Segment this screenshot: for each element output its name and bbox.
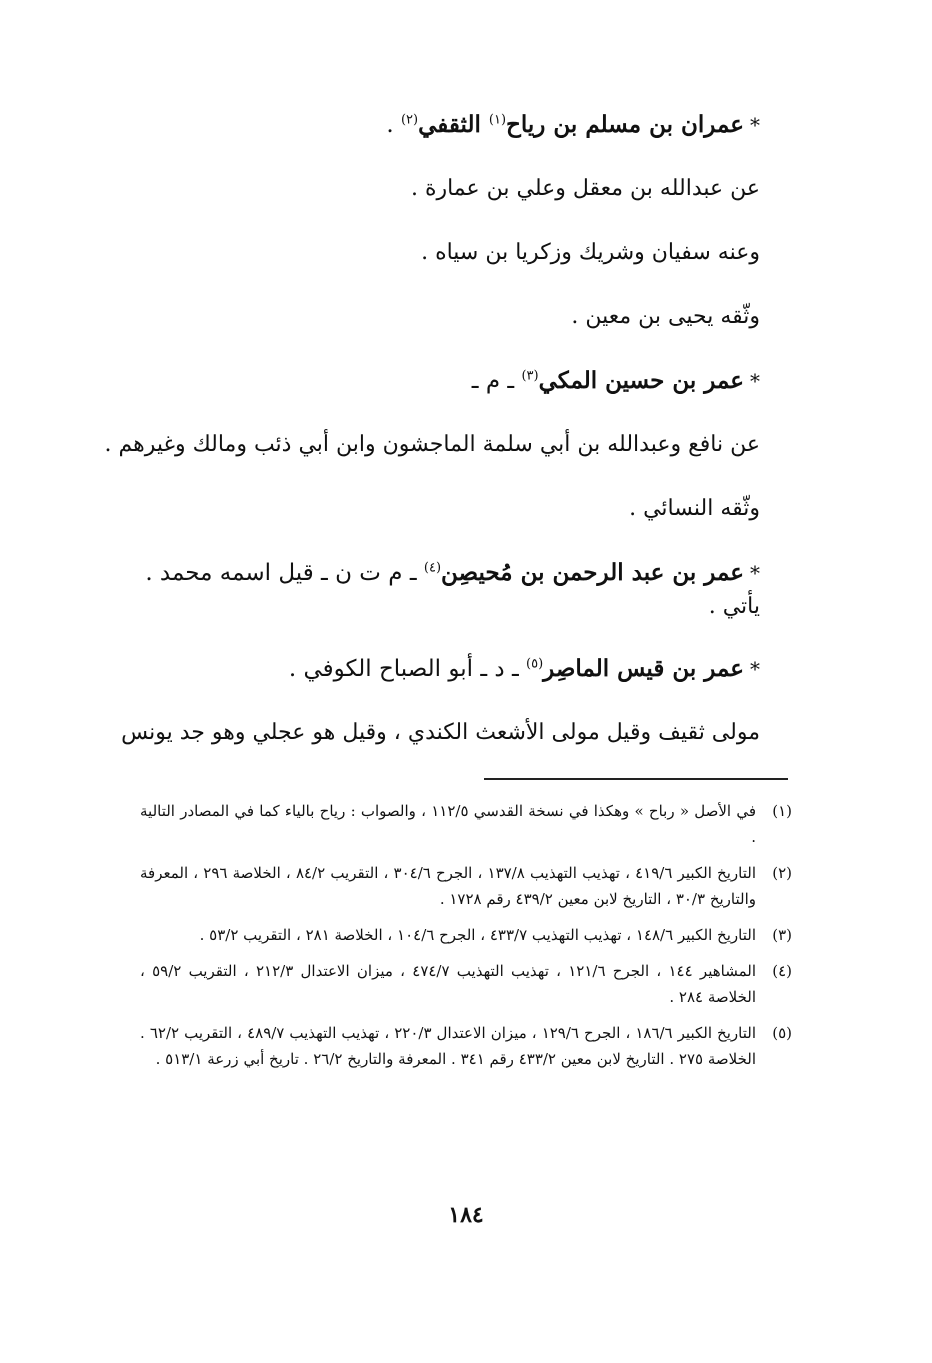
entry-bullet: * — [750, 369, 760, 393]
text-line: مولى ثقيف وقيل مولى الأشعث الكندي ، وقيل هو عجلي وهو جد يونس — [121, 720, 760, 745]
page-number: ١٨٤ — [448, 1202, 484, 1228]
entry-bullet: * — [750, 113, 760, 137]
footnote-item — [140, 798, 792, 850]
footnote-divider — [484, 778, 788, 780]
entry-name: عمر بن حسين المكي — [538, 367, 744, 394]
footnote-text: في الأصل « رباح » وهكذا في نسخة القدسي ١١٢/٥ ، والصواب : رياح بالياء كما في المصادر التالية . — [140, 802, 756, 846]
text-line: وثّقه يحيى بن معين . — [571, 304, 760, 329]
entry-name: عمر بن عبد الرحمن بن مُحيصِن — [441, 559, 744, 586]
footnote-number: (٣) — [772, 926, 792, 944]
entry-name: عمران بن مسلم بن رياح — [506, 111, 744, 138]
footnote-text: التاريخ الكبير ٤١٩/٦ ، تهذيب التهذيب ١٣٧/٨ ، الجرح ٣٠٤/٦ ، التقريب ٨٤/٢ ، الخلاصة ٢٩٦ ، المعرفة والتاريخ ٣٠/٣ ، التاريخ لابن معين ٤٣٩/٢ رقم ١٧٢٨ . — [140, 864, 756, 908]
text-line: عن نافع وعبدالله بن أبي سلمة الماجشون وابن أبي ذئب ومالك وغيرهم . — [104, 432, 760, 457]
footnote-text: المشاهير ١٤٤ ، الجرح ١٢١/٦ ، تهذيب التهذيب ٤٧٤/٧ ، ميزان الاعتدال ٢١٢/٣ ، التقريب ٥٩/٢ ، الخلاصة ٢٨٤ . — [140, 962, 756, 1006]
footnote-item — [140, 922, 792, 948]
entry-suffix: ـ م ت ن ـ قيل اسمه محمد . — [145, 560, 424, 586]
entry-suffix: ـ د ـ أبو الصباح الكوفي . — [288, 656, 527, 682]
footnote-marker: (٤) — [423, 560, 442, 576]
footnote-text: التاريخ الكبير ١٤٨/٦ ، تهذيب التهذيب ٤٣٣/٧ ، الجرح ١٠٤/٦ ، الخلاصة ٢٨١ ، التقريب ٥٣/٢ . — [199, 926, 756, 944]
footnote-number: (١) — [772, 802, 792, 820]
footnote-number: (٤) — [772, 962, 792, 980]
entry-heading — [120, 652, 760, 686]
footnote-marker: (٥) — [526, 656, 544, 672]
footnotes — [140, 798, 792, 1082]
text-line: وثّقه النسائي . — [629, 496, 760, 521]
footnote-marker: (١) — [488, 112, 507, 128]
footnote-item — [140, 1020, 792, 1072]
footnote-number: (٥) — [772, 1024, 792, 1042]
text-line: يأتي . — [708, 594, 760, 619]
text-line: وعنه سفيان وشريك وزكريا بن سياه . — [421, 240, 760, 265]
footnote-marker: (٣) — [521, 368, 539, 384]
entry-heading — [120, 108, 760, 142]
entry-heading — [120, 364, 760, 398]
entry-bullet: * — [750, 657, 760, 681]
footnote-item — [140, 958, 792, 1010]
entry-bullet: * — [750, 561, 760, 585]
entry-suffix: ـ م ـ — [471, 368, 522, 394]
entry-suffix: . — [386, 112, 401, 138]
entry-name: عمر بن قيس الماصِر — [543, 655, 744, 682]
entry-name: الثقفي — [418, 111, 489, 138]
footnote-marker: (٢) — [400, 112, 419, 128]
entry-heading — [120, 556, 760, 590]
footnote-number: (٢) — [772, 864, 792, 882]
footnote-text: التاريخ الكبير ١٨٦/٦ ، الجرح ١٢٩/٦ ، ميزان الاعتدال ٢٢٠/٣ ، تهذيب التهذيب ٤٨٩/٧ ، التقريب ٦٢/٢ . الخلاصة ٢٧٥ . التاريخ لابن معين ٤٣٣/٢ رقم ٣٤١ . المعرفة والتاريخ ٢٦/٢ . تاريخ أبي زرعة ٥١٣/١ . — [140, 1024, 756, 1068]
footnote-item — [140, 860, 792, 912]
main-text — [104, 108, 760, 750]
text-line: عن عبدالله بن معقل وعلي بن عمارة . — [410, 176, 760, 201]
